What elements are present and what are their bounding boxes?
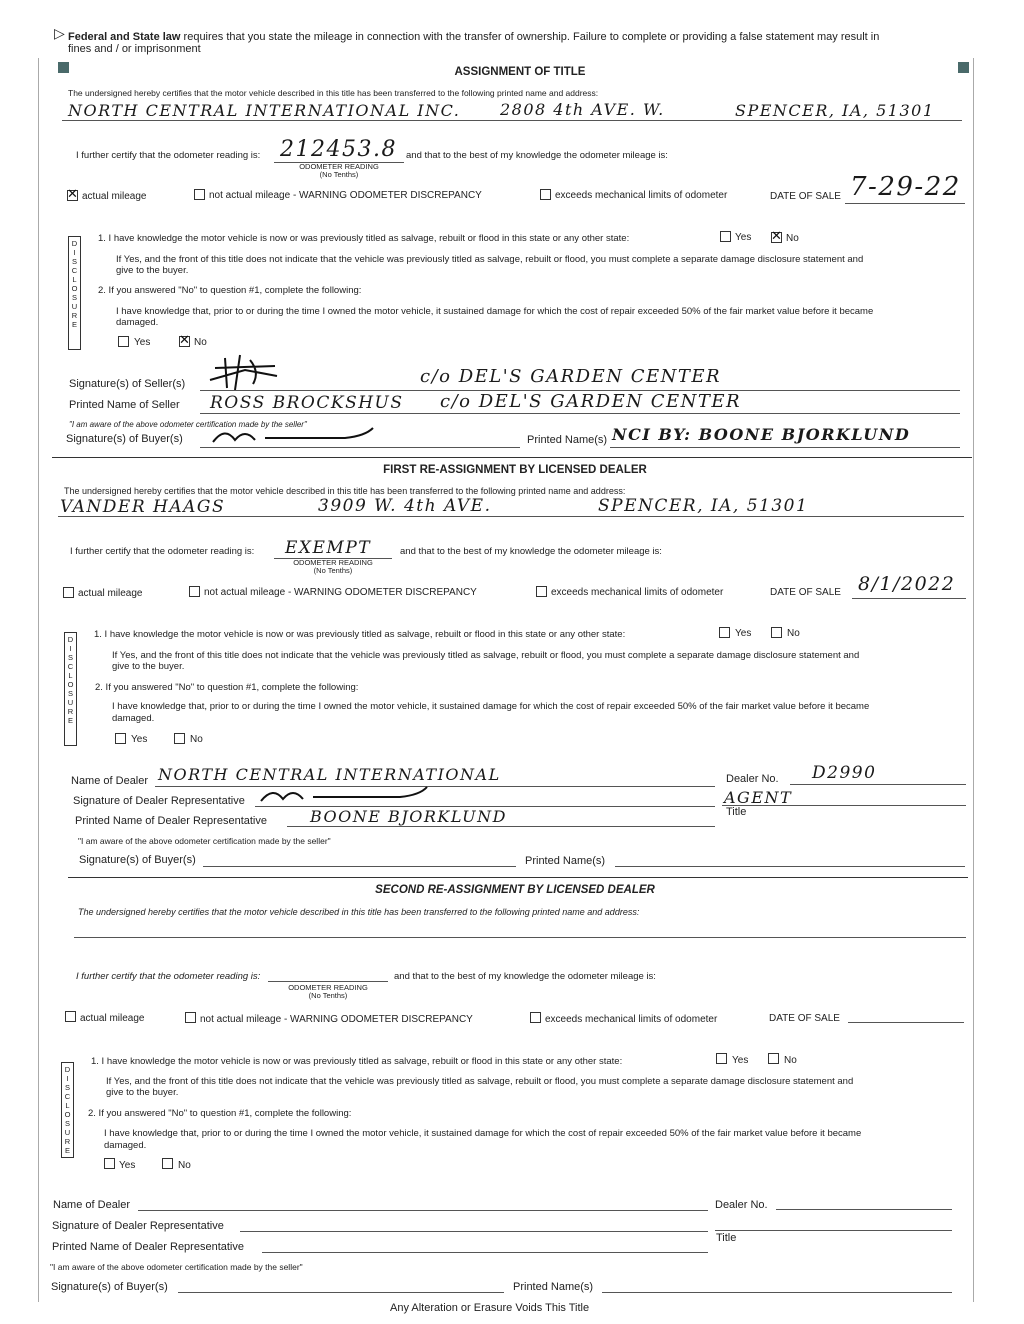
assignment-exceeds-checkbox[interactable] bbox=[540, 189, 551, 200]
second-odometer-prefix: I further certify that the odometer reading is: bbox=[76, 971, 261, 982]
first-buyer-signature-line bbox=[203, 866, 516, 867]
second-q2-text: I have knowledge that, prior to or during the time I owned the motor vehicle, it sustained damage for which the cost of repair exceeded 50% of the fair market value before it became bbox=[104, 1128, 862, 1139]
first-exceeds-label: exceeds mechanical limits of odometer bbox=[551, 587, 724, 598]
assignment-date-line bbox=[845, 203, 965, 204]
assignment-q2-text2: damaged. bbox=[116, 317, 159, 328]
first-heading: FIRST RE-ASSIGNMENT BY LICENSED DEALER bbox=[383, 464, 647, 476]
second-actual-mileage-checkbox[interactable] bbox=[65, 1011, 76, 1022]
first-printed-rep-value: BOONE BJORKLUND bbox=[310, 807, 507, 826]
first-rep-signature-label: Signature of Dealer Representative bbox=[73, 795, 245, 807]
second-certify-text: The undersigned hereby certifies that the motor vehicle described in this title has been transferred to the following printed name and address: bbox=[78, 907, 640, 917]
first-certify-text: The undersigned hereby certifies that the motor vehicle described in this title has been transferred to the following printed name and address: bbox=[64, 486, 626, 496]
second-odometer-label: ODOMETER READING (No Tenths) bbox=[288, 983, 368, 1000]
assignment-odometer-prefix: I further certify that the odometer reading is: bbox=[76, 150, 261, 161]
first-odometer-label: ODOMETER READING (No Tenths) bbox=[293, 558, 373, 575]
second-aware-text: "I am aware of the above odometer certification made by the seller" bbox=[50, 1262, 303, 1272]
second-dealer-no-label: Dealer No. bbox=[715, 1199, 768, 1211]
assignment-printed-buyer-label: Printed Name(s) bbox=[527, 434, 608, 446]
first-title-label: Title bbox=[726, 806, 747, 818]
second-address-line bbox=[74, 937, 966, 938]
second-q2-no-label: No bbox=[178, 1160, 191, 1171]
first-dealer-no-line bbox=[790, 784, 966, 785]
second-q1: 1. I have knowledge the motor vehicle is now or was previously titled as salvage, rebuilt or flood in this state or any other state: bbox=[91, 1056, 623, 1067]
second-not-actual-label: not actual mileage - WARNING ODOMETER DISCREPANCY bbox=[200, 1014, 473, 1025]
assignment-q2: 2. If you answered "No" to question #1, complete the following: bbox=[98, 285, 362, 296]
first-q2-no-checkbox[interactable] bbox=[174, 733, 185, 744]
first-actual-mileage-label: actual mileage bbox=[78, 588, 143, 599]
first-q2-yes-checkbox[interactable] bbox=[115, 733, 126, 744]
second-q1-yes-checkbox[interactable] bbox=[716, 1053, 727, 1064]
assignment-not-actual-checkbox[interactable] bbox=[194, 189, 205, 200]
second-buyer-signature-line bbox=[178, 1292, 504, 1293]
second-q1-yes-label: Yes bbox=[732, 1055, 749, 1066]
second-printed-rep-label: Printed Name of Dealer Representative bbox=[52, 1241, 244, 1253]
first-dealer-no-label: Dealer No. bbox=[726, 773, 779, 785]
header-statement-cont: fines and / or imprisonment bbox=[68, 43, 201, 55]
second-exceeds-label: exceeds mechanical limits of odometer bbox=[545, 1014, 718, 1025]
second-q2-yes-checkbox[interactable] bbox=[104, 1158, 115, 1169]
first-odometer-prefix: I further certify that the odometer reading is: bbox=[70, 546, 255, 557]
first-actual-mileage-checkbox[interactable] bbox=[63, 587, 74, 598]
corner-marker-right bbox=[958, 62, 969, 73]
first-q2-text: I have knowledge that, prior to or during the time I owned the motor vehicle, it sustained damage for which the cost of repair exceeded 50% of the fair market value before it became bbox=[112, 701, 870, 712]
first-q2-yes-label: Yes bbox=[131, 734, 148, 745]
first-q1-yes-label: Yes bbox=[735, 628, 752, 639]
assignment-not-actual-label: not actual mileage - WARNING ODOMETER DISCREPANCY bbox=[209, 190, 482, 201]
first-q1-yes-checkbox[interactable] bbox=[719, 627, 730, 638]
second-q1-note: If Yes, and the front of this title does not indicate that the vehicle was previously titled as salvage, rebuilt or flood, you must complete a separate damage disclosure statement and bbox=[106, 1076, 854, 1087]
first-q2: 2. If you answered "No" to question #1, complete the following: bbox=[95, 682, 359, 693]
assignment-printed-seller-line bbox=[200, 413, 960, 414]
assignment-buyer-address: 2808 4th AVE. W. bbox=[500, 100, 665, 119]
assignment-buyer-signature-line bbox=[200, 447, 520, 448]
second-dealer-label: Name of Dealer bbox=[53, 1199, 131, 1211]
assignment-odometer-value: 212453.8 bbox=[280, 137, 397, 162]
first-q1: 1. I have knowledge the motor vehicle is now or was previously titled as salvage, rebuilt or flood in this state or any other state: bbox=[94, 629, 626, 640]
first-buyer-signature-label: Signature(s) of Buyer(s) bbox=[79, 854, 196, 866]
first-q1-note2: give to the buyer. bbox=[112, 661, 185, 672]
second-dealer-line bbox=[138, 1210, 708, 1211]
second-heading: SECOND RE-ASSIGNMENT BY LICENSED DEALER bbox=[375, 884, 655, 896]
first-dealer-value: NORTH CENTRAL INTERNATIONAL bbox=[158, 765, 501, 784]
assignment-odometer-suffix: and that to the best of my knowledge the odometer mileage is: bbox=[406, 150, 668, 161]
first-printed-buyer-label: Printed Name(s) bbox=[525, 855, 606, 867]
first-q1-note: If Yes, and the front of this title does not indicate that the vehicle was previously titled as salvage, rebuilt or flood, you must complete a separate damage disclosure statement and bbox=[112, 650, 860, 661]
second-actual-mileage-label: actual mileage bbox=[80, 1013, 145, 1024]
assignment-printed-seller-note: c/o DEL'S GARDEN CENTER bbox=[440, 391, 742, 412]
assignment-actual-mileage-label: actual mileage bbox=[82, 191, 147, 202]
second-date-line bbox=[848, 1022, 964, 1023]
assignment-actual-mileage-checkbox[interactable] bbox=[67, 190, 78, 201]
corner-marker-left bbox=[58, 62, 69, 73]
first-title-line bbox=[722, 805, 966, 806]
second-q1-no-label: No bbox=[784, 1055, 797, 1066]
assignment-printed-seller-value: ROSS BROCKSHUS bbox=[210, 393, 404, 413]
second-not-actual-checkbox[interactable] bbox=[185, 1012, 196, 1023]
first-address-line bbox=[58, 516, 964, 517]
assignment-q1-note: If Yes, and the front of this title does not indicate that the vehicle was previously titled as salvage, rebuilt or flood, you must complete a separate damage disclosure statement and bbox=[116, 254, 864, 265]
assignment-q2-yes-label: Yes bbox=[134, 337, 151, 348]
assignment-q2-yes-checkbox[interactable] bbox=[118, 336, 129, 347]
assignment-address-line bbox=[62, 120, 962, 121]
second-disclosure-label: D I S C L O S U R E bbox=[61, 1062, 74, 1158]
assignment-date-label: DATE OF SALE bbox=[770, 191, 841, 202]
second-dealer-no-line bbox=[776, 1209, 952, 1210]
first-dealer-no-value: D2990 bbox=[812, 763, 877, 783]
assignment-seller-signature-label: Signature(s) of Seller(s) bbox=[69, 378, 186, 390]
first-dealer-label: Name of Dealer bbox=[71, 775, 149, 787]
second-q2: 2. If you answered "No" to question #1, complete the following: bbox=[88, 1108, 352, 1119]
second-odometer-suffix: and that to the best of my knowledge the odometer mileage is: bbox=[394, 971, 656, 982]
second-odometer-line bbox=[268, 981, 388, 982]
first-printed-rep-label: Printed Name of Dealer Representative bbox=[75, 815, 267, 827]
assignment-buyer-signature-label: Signature(s) of Buyer(s) bbox=[66, 433, 183, 445]
footer-warning: Any Alteration or Erasure Voids This Title bbox=[390, 1302, 590, 1314]
triangle-icon: ▷ bbox=[54, 25, 65, 41]
assignment-q1-yes-label: Yes bbox=[735, 232, 752, 243]
first-q2-text2: damaged. bbox=[112, 713, 155, 724]
second-q1-note2: give to the buyer. bbox=[106, 1087, 179, 1098]
assignment-q1-no-label: No bbox=[786, 233, 799, 244]
section-divider-2 bbox=[68, 877, 968, 878]
assignment-aware-text: "I am aware of the above odometer certification made by the seller" bbox=[69, 420, 307, 429]
second-q2-yes-label: Yes bbox=[119, 1160, 136, 1171]
assignment-exceeds-label: exceeds mechanical limits of odometer bbox=[555, 190, 728, 201]
second-date-label: DATE OF SALE bbox=[769, 1013, 840, 1024]
seller-signature-image bbox=[205, 350, 285, 392]
second-rep-signature-label: Signature of Dealer Representative bbox=[52, 1220, 224, 1232]
assignment-disclosure-label: D I S C L O S U R E bbox=[68, 236, 81, 350]
assignment-q2-text: I have knowledge that, prior to or during the time I owned the motor vehicle, it sustained damage for which the cost of repair exceeded 50% of the fair market value before it became bbox=[116, 306, 874, 317]
assignment-odometer-label: ODOMETER READING (No Tenths) bbox=[299, 162, 379, 179]
assignment-q1-no-checkbox[interactable] bbox=[771, 232, 782, 243]
first-title-value: AGENT bbox=[724, 788, 793, 807]
assignment-certify-text: The undersigned hereby certifies that the motor vehicle described in this title has been transferred to the following printed name and address: bbox=[68, 88, 599, 98]
second-q2-no-checkbox[interactable] bbox=[162, 1158, 173, 1169]
first-exceeds-checkbox[interactable] bbox=[536, 586, 547, 597]
assignment-seller-signature-note: c/o DEL'S GARDEN CENTER bbox=[420, 366, 722, 387]
assignment-q1-note2: give to the buyer. bbox=[116, 265, 189, 276]
first-q2-no-label: No bbox=[190, 734, 203, 745]
assignment-q1: 1. I have knowledge the motor vehicle is now or was previously titled as salvage, rebuilt or flood in this state or any other state: bbox=[98, 233, 630, 244]
buyer-signature-image bbox=[205, 422, 380, 450]
first-q1-no-checkbox[interactable] bbox=[771, 627, 782, 638]
first-date-label: DATE OF SALE bbox=[770, 587, 841, 598]
assignment-printed-buyer-value: NCI BY: BOONE BJORKLUND bbox=[612, 425, 911, 444]
second-q1-no-checkbox[interactable] bbox=[768, 1053, 779, 1064]
assignment-q2-no-checkbox[interactable] bbox=[179, 336, 190, 347]
second-printed-rep-line bbox=[262, 1252, 708, 1253]
first-buyer-address: 3909 W. 4th AVE. bbox=[318, 496, 492, 516]
first-odometer-value: EXEMPT bbox=[285, 538, 372, 558]
first-date-line bbox=[852, 598, 966, 599]
first-aware-text: "I am aware of the above odometer certification made by the seller" bbox=[78, 836, 331, 846]
assignment-q1-yes-checkbox[interactable] bbox=[720, 231, 731, 242]
first-not-actual-label: not actual mileage - WARNING ODOMETER DISCREPANCY bbox=[204, 587, 477, 598]
assignment-printed-seller-label: Printed Name of Seller bbox=[69, 399, 180, 411]
second-title-line bbox=[715, 1230, 952, 1231]
assignment-heading: ASSIGNMENT OF TITLE bbox=[454, 66, 586, 78]
second-buyer-signature-label: Signature(s) of Buyer(s) bbox=[51, 1281, 168, 1293]
second-q2-text2: damaged. bbox=[104, 1140, 147, 1151]
first-buyer-city: SPENCER, IA, 51301 bbox=[598, 496, 809, 516]
second-printed-buyer-label: Printed Name(s) bbox=[513, 1281, 594, 1293]
assignment-buyer-city: SPENCER, IA, 51301 bbox=[735, 101, 935, 120]
first-q1-no-label: No bbox=[787, 628, 800, 639]
section-divider-1 bbox=[52, 457, 972, 458]
first-printed-rep-line bbox=[287, 826, 715, 827]
assignment-buyer-name: NORTH CENTRAL INTERNATIONAL INC. bbox=[68, 101, 461, 120]
second-rep-signature-line bbox=[240, 1231, 708, 1232]
second-title-label: Title bbox=[716, 1232, 737, 1244]
header-statement: Federal and State law requires that you state the mileage in connection with the transfer of ownership. Failure to complete or providing a false statement may result in bbox=[68, 31, 880, 43]
assignment-printed-buyer-line bbox=[610, 447, 960, 448]
first-buyer-name: VANDER HAAGS bbox=[60, 497, 226, 517]
first-dealer-line bbox=[155, 786, 715, 787]
assignment-q2-no-label: No bbox=[194, 337, 207, 348]
first-odometer-suffix: and that to the best of my knowledge the odometer mileage is: bbox=[400, 546, 662, 557]
first-printed-buyer-line bbox=[615, 866, 965, 867]
assignment-date-value: 7-29-22 bbox=[850, 172, 961, 202]
first-not-actual-checkbox[interactable] bbox=[189, 586, 200, 597]
first-date-value: 8/1/2022 bbox=[858, 573, 956, 595]
second-exceeds-checkbox[interactable] bbox=[530, 1012, 541, 1023]
second-printed-buyer-line bbox=[602, 1292, 952, 1293]
first-disclosure-label: D I S C L O S U R E bbox=[64, 632, 77, 746]
